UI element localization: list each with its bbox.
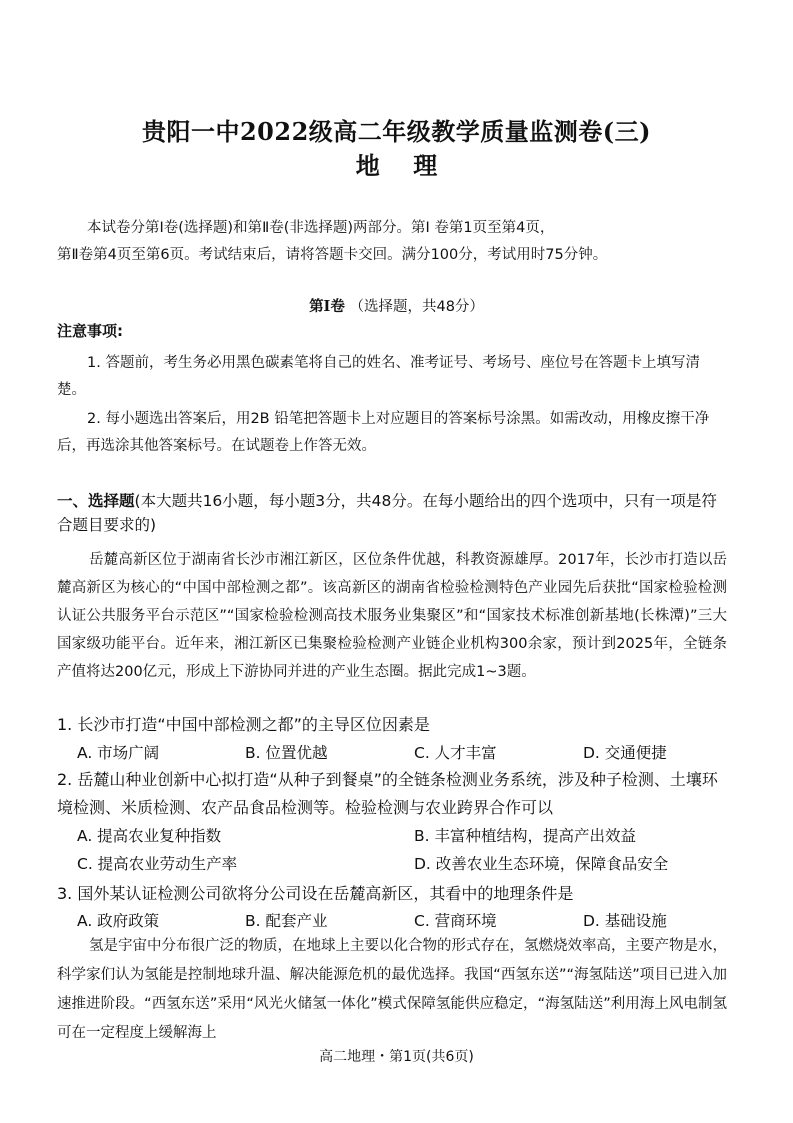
intro-line-1: 本试卷分第Ⅰ卷(选择题)和第Ⅱ卷(非选择题)两部分。第Ⅰ 卷第1页至第4页， xyxy=(87,220,555,236)
notice-item-1: 1. 答题前，考生务必用黑色碳素笔将自己的姓名、准考证号、考场号、座位号在答题卡上填写清楚。 xyxy=(57,355,700,398)
section-heading xyxy=(0,295,793,316)
question-1-stem: 1. 长沙市打造“中国中部检测之都”的主导区位因素是 xyxy=(57,715,430,734)
question-2-option-c: C. 提高农业劳动生产率 xyxy=(77,855,238,873)
part-description: (本大题共16小题，每小题3分，共48分。在每小题给出的四个选项中，只有一项是符合题目要求的) xyxy=(57,492,717,534)
intro-line-2: 第Ⅱ卷第4页至第6页。考试结束后，请将答题卡交回。满分100分，考试用时75分钟。 xyxy=(57,247,608,263)
question-1-option-b: B. 位置优越 xyxy=(245,744,328,762)
section-label: 第Ⅰ卷 xyxy=(309,298,345,315)
question-2-option-a: A. 提高农业复种指数 xyxy=(77,827,222,845)
page-footer: 高二地理・第1页(共6页) xyxy=(319,1049,474,1065)
part-label: 一、选择题 xyxy=(57,492,135,510)
question-2-stem: 2. 岳麓山种业创新中心拟打造“从种子到餐桌”的全链条检测业务系统，涉及种子检测、土壤环境检测、米质检测、农产品食品检测等。检验检测与农业跨界合作可以 xyxy=(57,770,718,817)
question-2-option-d: D. 改善农业生态环境，保障食品安全 xyxy=(414,855,669,873)
subject-title: 地 理 xyxy=(355,151,438,180)
question-1-option-a: A. 市场广阔 xyxy=(77,744,160,762)
question-3-stem: 3. 国外某认证检测公司欲将分公司设在岳麓高新区，其看中的地理条件是 xyxy=(57,884,574,903)
exam-title: 贵阳一中2022级高二年级教学质量监测卷(三) xyxy=(141,117,651,146)
question-2-option-b: B. 丰富种植结构，提高产出效益 xyxy=(414,827,636,845)
section-note: （选择题，共48分） xyxy=(349,299,484,315)
reading-passage-1: 岳麓高新区位于湖南省长沙市湘江新区，区位条件优越，科教资源雄厚。2017年，长沙市打造以岳麓高新区为核心的“中国中部检测之都”。该高新区的湖南省检验检测特色产业园先后获批“国家检验检测认证公共服务平台示范区”“国家检验检测高技术服务业集聚区”和“国家技术标准创新基地(长株潭)”三大国家级功能平台。近年来，湘江新区已集聚检验检测产业链企业机构300余家，预计到2025年，全链条产值将达200亿元，形成上下游协同并进的产业生态圈。据此完成1~3题。 xyxy=(57,552,727,680)
question-1-option-c: C. 人才丰富 xyxy=(414,744,497,762)
question-3-option-a: A. 政府政策 xyxy=(77,912,160,930)
question-3-option-c: C. 营商环境 xyxy=(414,912,497,930)
part-heading xyxy=(57,489,732,537)
question-1-option-d: D. 交通便捷 xyxy=(583,744,667,762)
question-3-option-b: B. 配套产业 xyxy=(245,912,328,930)
notice-item-2: 2. 每小题选出答案后，用2B 铅笔把答题卡上对应题目的答案标号涂黑。如需改动，用橡皮擦干净后，再选涂其他答案标号。在试题卷上作答无效。 xyxy=(57,411,710,454)
reading-passage-2: 氢是宇宙中分布很广泛的物质，在地球上主要以化合物的形式存在，氢燃烧效率高，主要产物是水，科学家们认为氢能是控制地球升温、解决能源危机的最优选择。我国“西氢东送”“海氢陆送”项目已进入加速推进阶段。“西氢东送”采用“风光火储氢一体化”模式保障氢能供应稳定，“海氢陆送”利用海上风电制氢可在一定程度上缓解海上 xyxy=(57,938,727,1041)
question-3-option-d: D. 基础设施 xyxy=(583,912,667,930)
notice-title: 注意事项: xyxy=(57,322,123,340)
